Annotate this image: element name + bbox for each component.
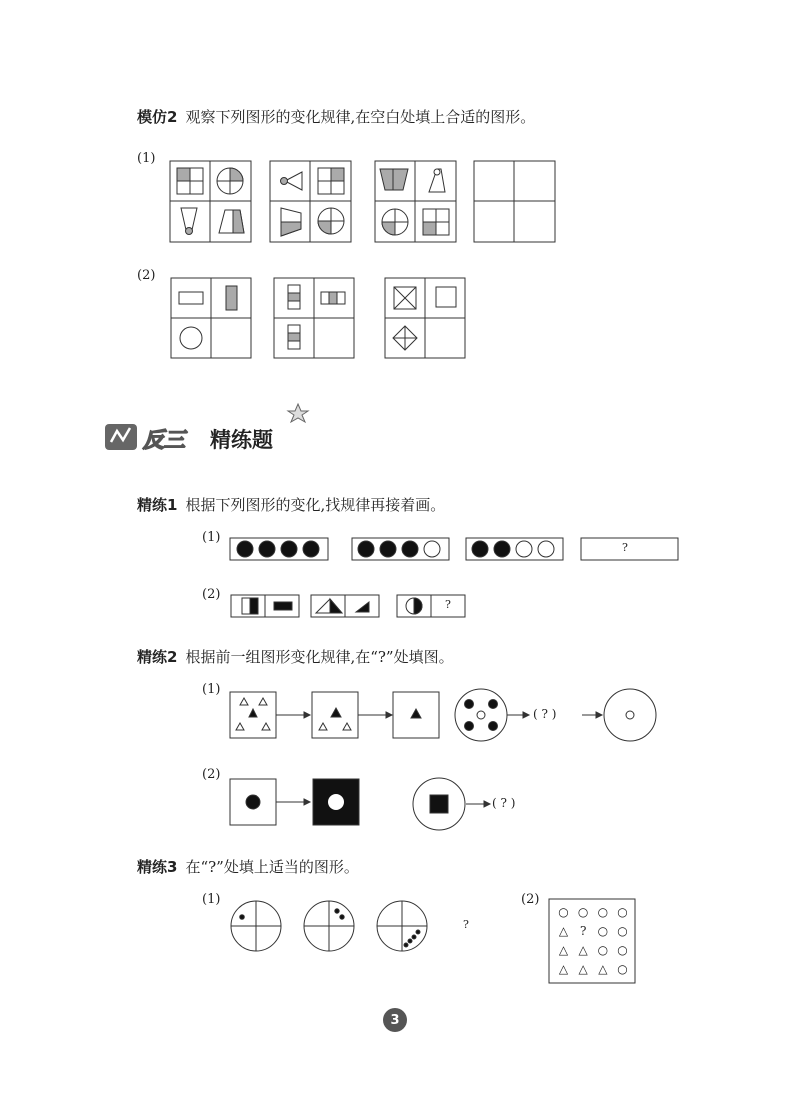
jl1-heading (137, 494, 445, 515)
grid-row (554, 922, 632, 941)
jl3-tag: 精练3 (137, 858, 178, 876)
m2-2-panel-2 (274, 278, 354, 358)
grid-cell: △ (558, 943, 569, 957)
jl1-label-2: (2) (202, 587, 221, 602)
jl2-q1: ( ? ) (533, 707, 557, 721)
grid-cell: ○ (558, 905, 569, 919)
jl2-instruction: 根据前一组图形变化规律,在“?”处填图。 (185, 648, 454, 666)
banner-badge-icon (105, 404, 308, 450)
grid-cell: ○ (617, 943, 628, 957)
jl2-2-seq (230, 778, 490, 830)
jl3-label-1: (1) (202, 892, 221, 907)
jl2-label-1: (1) (202, 682, 221, 697)
jl2-1-seq (230, 689, 656, 741)
mofang2-label-1: (1) (137, 151, 156, 166)
jl3-symbol-grid (554, 903, 632, 979)
page-number: 3 (383, 1008, 407, 1032)
jl3-1-seq (231, 901, 427, 951)
grid-cell: △ (598, 962, 608, 976)
grid-cell: △ (558, 962, 569, 976)
jl3-label-2: (2) (521, 892, 540, 907)
grid-cell: ○ (597, 905, 609, 919)
banner-title: 精练题 (210, 428, 273, 452)
grid-cell: ○ (617, 924, 628, 938)
jl3-instruction: 在“?”处填上适当的图形。 (185, 858, 359, 876)
grid-cell: ○ (597, 924, 609, 938)
grid-row (554, 960, 632, 979)
jl1-2-seq (231, 595, 465, 617)
grid-cell: △ (578, 962, 588, 976)
m2-1-panel-2 (270, 161, 351, 242)
jl2-tag: 精练2 (137, 648, 178, 666)
jl1-label-1: (1) (202, 530, 221, 545)
jl1-1-seq (230, 538, 678, 560)
jl2-label-2: (2) (202, 767, 221, 782)
m2-2-panel-1 (171, 278, 251, 358)
jl1-q1: ? (622, 541, 628, 554)
grid-cell: ○ (597, 943, 609, 957)
grid-row (554, 941, 632, 960)
m2-1-panel-3 (375, 161, 456, 242)
jl3-heading (137, 856, 359, 877)
jl1-q2: ? (445, 598, 451, 611)
jl1-tag: 精练1 (137, 496, 178, 514)
m2-2-panel-3 (385, 278, 465, 358)
mofang2-label-2: (2) (137, 268, 156, 283)
grid-row (554, 903, 632, 922)
grid-cell: ? (579, 924, 587, 938)
m2-1-panel-1 (170, 161, 251, 242)
banner-brand: 反三 (143, 428, 185, 452)
grid-cell: ○ (617, 962, 628, 976)
jl2-heading (137, 646, 454, 667)
grid-cell: △ (578, 943, 588, 957)
jl1-instruction: 根据下列图形的变化,找规律再接着画。 (185, 496, 446, 514)
m2-1-answer-panel (474, 161, 555, 242)
grid-cell: ○ (577, 905, 589, 919)
grid-cell: △ (558, 924, 569, 938)
jl2-q2: ( ? ) (492, 796, 516, 810)
mofang2-tag: 模仿2 (137, 108, 178, 126)
mofang2-instruction: 观察下列图形的变化规律,在空白处填上合适的图形。 (185, 108, 536, 126)
grid-cell: ○ (617, 905, 628, 919)
jl3-q1: ? (463, 918, 469, 931)
